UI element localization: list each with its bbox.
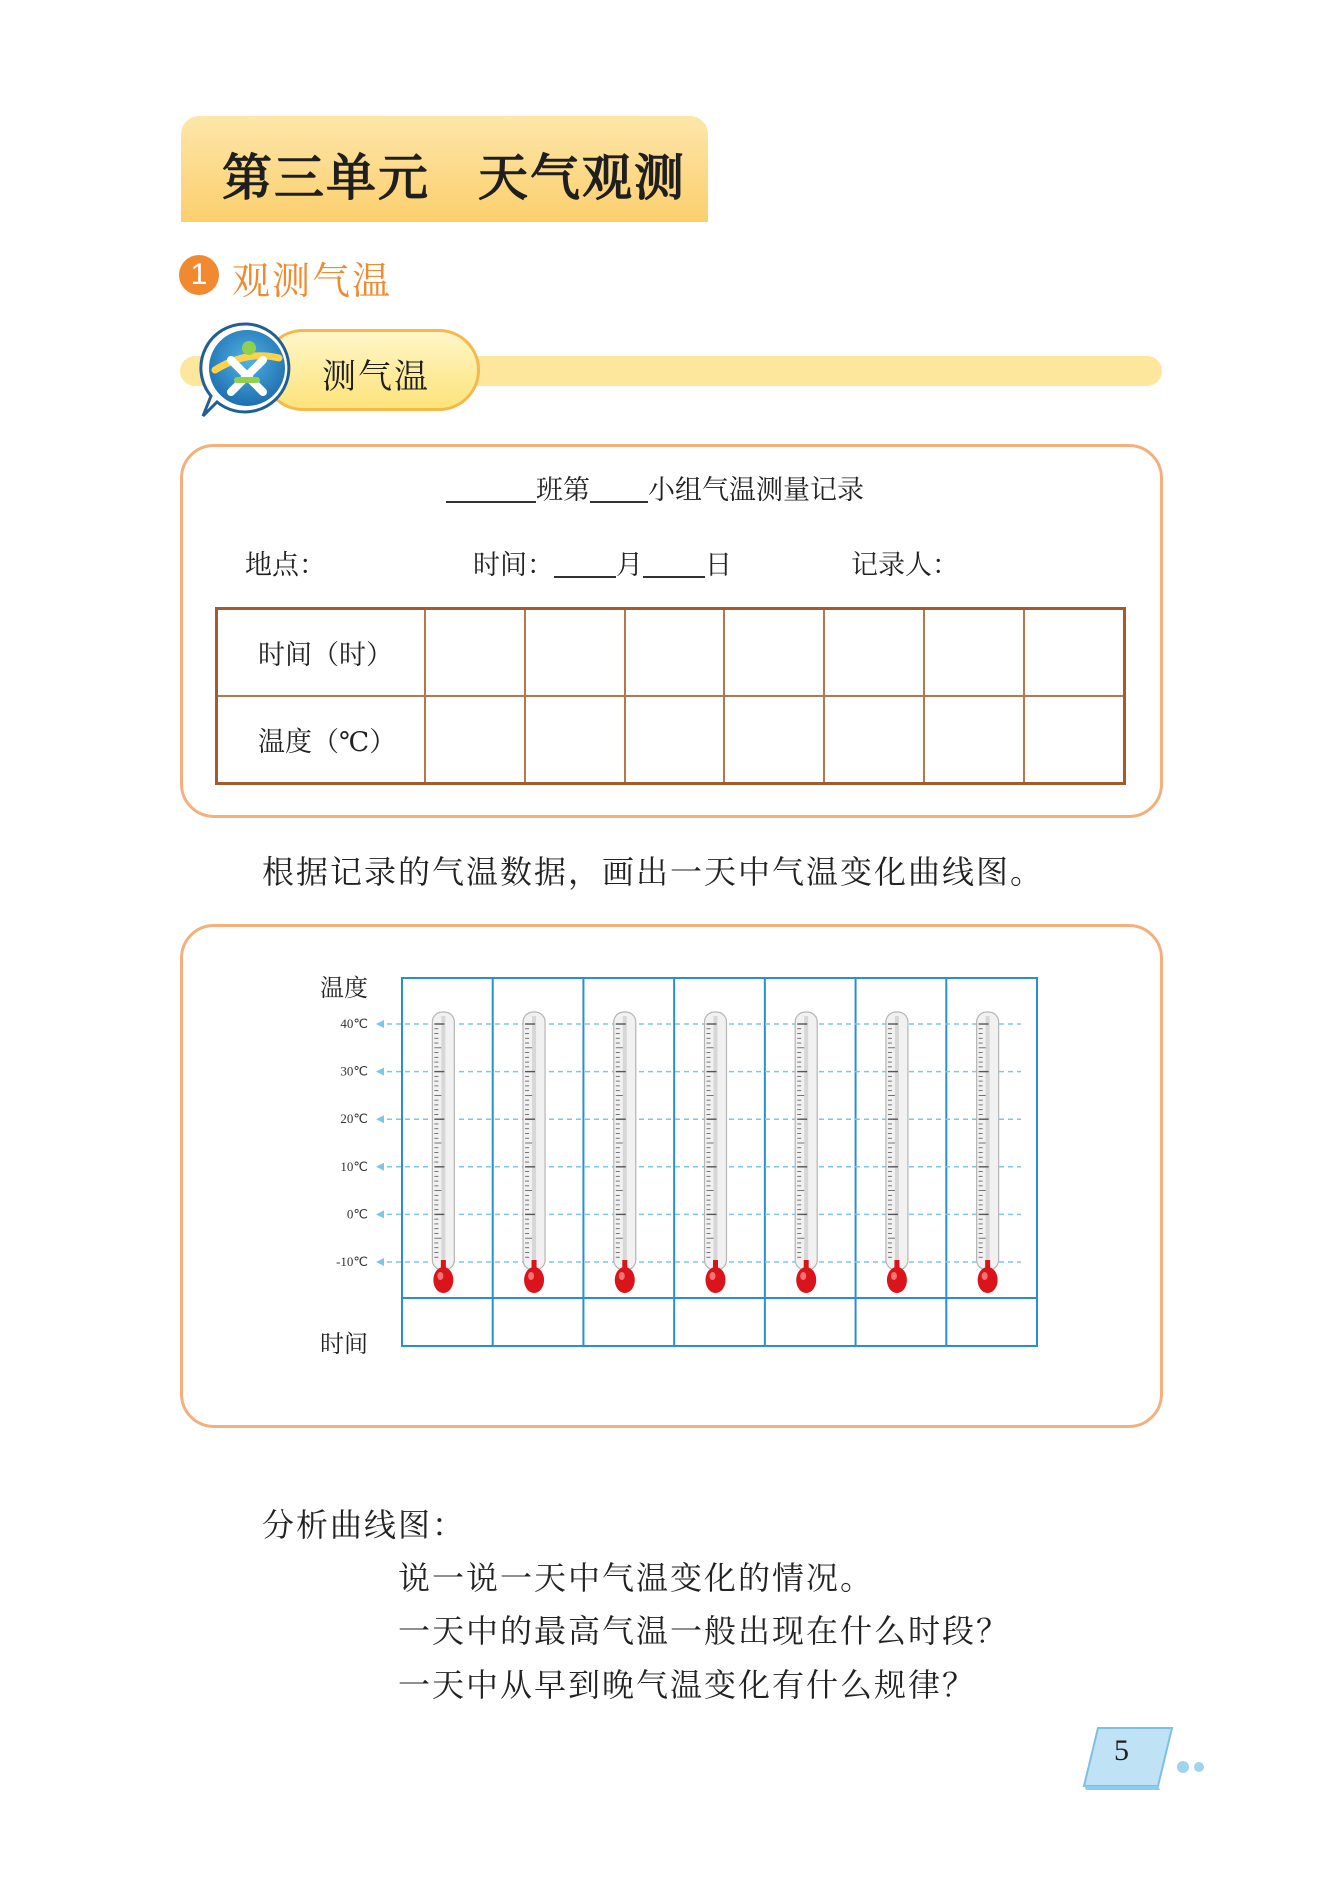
y-tick-label: 10℃ [340, 1158, 368, 1174]
thermometer [977, 1012, 999, 1293]
table-cell[interactable] [625, 609, 725, 697]
thermometer-bulb-highlight [710, 1272, 716, 1280]
thermometer-bore [623, 1016, 627, 1262]
date-field: 时间： 月 日 [473, 550, 732, 581]
table-cell[interactable] [824, 696, 924, 784]
guide-arrow [376, 1210, 384, 1218]
lesson-title: 观测气温 [232, 259, 393, 303]
chart-guides [376, 1020, 1021, 1266]
thermometer [432, 1012, 454, 1293]
thermometer-bulb [887, 1267, 907, 1293]
thermometer-bulb [796, 1267, 816, 1293]
thermometer-bulb-highlight [800, 1272, 806, 1280]
thermometer-bore [895, 1016, 899, 1262]
group-blank[interactable] [590, 475, 648, 503]
thermometer-bulb-highlight [891, 1272, 897, 1280]
lesson-number-badge: 1 [179, 255, 219, 295]
y-tick-label: 40℃ [340, 1016, 368, 1031]
class-blank[interactable] [446, 475, 536, 503]
unit-number: 第三单元 [222, 148, 430, 207]
thermometer [523, 1012, 545, 1293]
thermometer-bulb [706, 1267, 726, 1293]
row-header-temperature: 温度（℃） [217, 696, 425, 784]
unit-name: 天气观测 [478, 148, 686, 207]
page-number: 5 [1114, 1734, 1129, 1767]
y-tick-label: 20℃ [340, 1111, 368, 1127]
unit-title [222, 138, 686, 210]
guide-arrow [376, 1068, 384, 1076]
inquiry-logo-icon [197, 320, 297, 420]
thermometer-bulb [524, 1267, 544, 1293]
thermometer-bore [714, 1016, 718, 1262]
table-row-temperature [217, 696, 1125, 784]
table-cell[interactable] [1024, 609, 1124, 697]
table-cell[interactable] [425, 696, 525, 784]
thermometer-bulb-highlight [528, 1272, 534, 1280]
thermometer-bulb [433, 1267, 453, 1293]
y-tick-label: 0℃ [346, 1206, 368, 1222]
guide-arrow [376, 1258, 384, 1266]
instruction-text: 根据记录的气温数据，画出一天中气温变化曲线图。 [262, 853, 1045, 891]
record-sheet-title: 班第 小组气温测量记录 [446, 468, 864, 507]
activity-label: 测气温 [322, 357, 430, 397]
page-dots-icon [1176, 1760, 1206, 1774]
analysis-title: 分析曲线图： [262, 1506, 467, 1544]
analysis-question: 一天中从早到晚气温变化有什么规律？ [398, 1666, 977, 1704]
thermometer-bulb-highlight [982, 1272, 988, 1280]
thermometer-bulb-highlight [619, 1272, 625, 1280]
y-tick-label: 30℃ [340, 1063, 368, 1079]
table-cell[interactable] [724, 696, 824, 784]
guide-arrow [376, 1163, 384, 1171]
thermometer-bulb-highlight [437, 1272, 443, 1280]
table-cell[interactable] [924, 696, 1024, 784]
guide-arrow [376, 1115, 384, 1123]
thermometer-bore [441, 1016, 445, 1262]
y-axis-label: 温度 [320, 974, 368, 1002]
y-tick-label: -10℃ [336, 1254, 368, 1269]
thermometer [795, 1012, 817, 1293]
table-cell[interactable] [724, 609, 824, 697]
location-label: 地点： [245, 550, 326, 581]
day-blank[interactable] [643, 550, 705, 578]
thermometer-bore [986, 1016, 990, 1262]
thermometer-bulb [978, 1267, 998, 1293]
recorder-label: 记录人： [851, 550, 959, 581]
table-cell[interactable] [525, 696, 625, 784]
thermometer-bore [804, 1016, 808, 1262]
thermometers [432, 1012, 998, 1293]
temperature-chart [300, 960, 1060, 1380]
thermometer [886, 1012, 908, 1293]
analysis-question: 说一说一天中气温变化的情况。 [398, 1559, 875, 1597]
thermometer-bulb [615, 1267, 635, 1293]
table-cell[interactable] [924, 609, 1024, 697]
table-cell[interactable] [525, 609, 625, 697]
month-blank[interactable] [554, 550, 616, 578]
analysis-question: 一天中的最高气温一般出现在什么时段？ [398, 1612, 1011, 1650]
guide-arrow [376, 1020, 384, 1028]
table-cell[interactable] [1024, 696, 1124, 784]
thermometer [705, 1012, 727, 1293]
temperature-record-table [215, 607, 1126, 785]
thermometer-bore [532, 1016, 536, 1262]
table-cell[interactable] [625, 696, 725, 784]
y-ticks [336, 1016, 368, 1269]
thermometer [614, 1012, 636, 1293]
table-cell[interactable] [824, 609, 924, 697]
table-row-time [217, 609, 1125, 697]
x-axis-label: 时间 [320, 1330, 368, 1358]
table-cell[interactable] [425, 609, 525, 697]
row-header-time: 时间（时） [217, 609, 425, 697]
